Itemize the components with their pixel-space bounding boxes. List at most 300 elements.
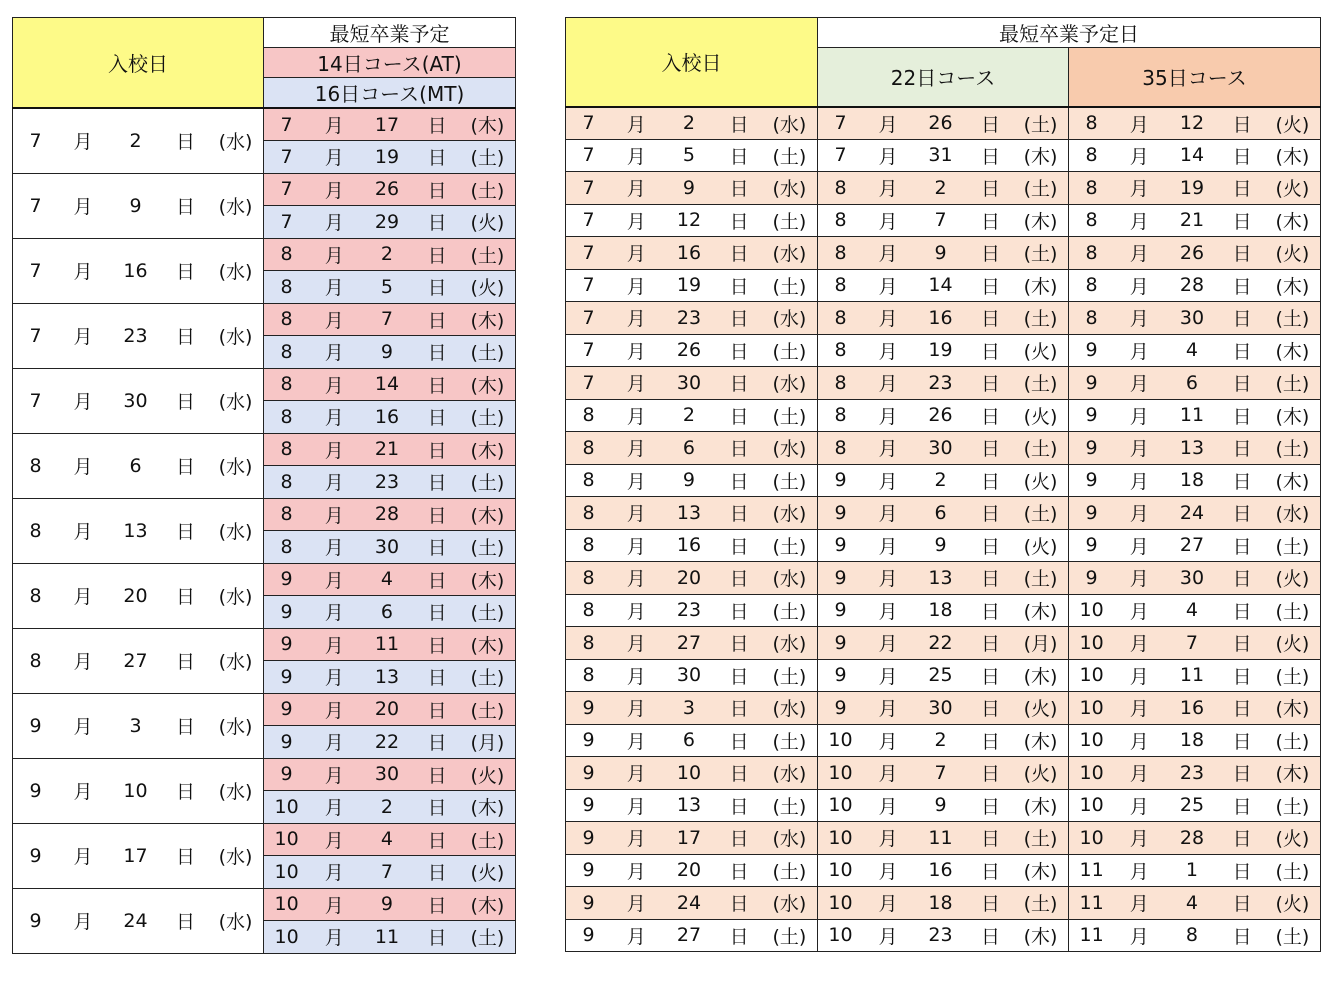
- date-value: [1069, 660, 1320, 692]
- month-label: 月: [878, 828, 898, 851]
- month-number: 7: [29, 259, 42, 282]
- day-label: 日: [729, 535, 749, 558]
- month-label: 月: [878, 600, 898, 623]
- day-label: 日: [980, 113, 1000, 136]
- day-number: 13: [928, 566, 953, 589]
- month-number: 8: [582, 566, 595, 589]
- date-value: [264, 401, 515, 433]
- course35-date-cell: [1069, 789, 1321, 822]
- entry-date-cell: [566, 139, 818, 172]
- table-row: [566, 432, 1321, 465]
- day-number: 23: [676, 599, 702, 622]
- entry-date-cell: [566, 724, 818, 757]
- weekday: (土): [1275, 665, 1310, 688]
- month-label: 月: [73, 131, 93, 154]
- month-number: 8: [834, 339, 847, 362]
- day-number: 5: [682, 144, 696, 167]
- day-number: 28: [1179, 274, 1205, 297]
- day-label: 日: [729, 308, 749, 331]
- day-number: 20: [676, 859, 702, 882]
- date-value: [566, 205, 817, 237]
- day-number: 23: [928, 371, 953, 394]
- weekday: (火): [1023, 405, 1058, 428]
- month-number: 7: [582, 306, 595, 329]
- date-value: [13, 889, 263, 953]
- day-number: 19: [374, 145, 400, 168]
- course35-date-cell: [1069, 464, 1321, 497]
- month-label: 月: [324, 504, 344, 527]
- month-number: 9: [280, 665, 293, 688]
- day-label: 日: [1232, 600, 1252, 623]
- weekday: (火): [1023, 470, 1058, 493]
- course35-date-cell: [1069, 139, 1321, 172]
- date-value: [1069, 270, 1320, 302]
- weekday: (水): [218, 521, 253, 543]
- day-number: 14: [928, 274, 953, 297]
- mt-date-cell: [264, 206, 516, 239]
- date-value: [1069, 205, 1320, 237]
- entry-date-cell: [566, 107, 818, 140]
- date-value: [818, 530, 1068, 562]
- course35-date-cell: [1069, 529, 1321, 562]
- entry-date-cell: [566, 204, 818, 237]
- date-value: [1069, 237, 1320, 269]
- weekday: (木): [470, 569, 505, 592]
- month-label: 月: [1129, 113, 1149, 136]
- day-label: 日: [980, 178, 1000, 201]
- day-number: 2: [129, 129, 142, 152]
- month-number: 9: [29, 909, 42, 932]
- month-label: 月: [324, 537, 344, 560]
- weekday: (水): [772, 568, 807, 591]
- month-number: 8: [280, 405, 293, 428]
- entry-date-cell: [566, 464, 818, 497]
- course35-date-cell: [1069, 854, 1321, 887]
- weekday: (火): [470, 862, 505, 885]
- day-label: 日: [175, 326, 195, 348]
- day-number: 26: [928, 112, 953, 134]
- month-number: 8: [280, 438, 293, 461]
- date-value: [566, 302, 817, 334]
- day-number: 19: [928, 339, 953, 362]
- month-number: 9: [1085, 566, 1098, 589]
- day-number: 11: [928, 826, 953, 849]
- weekday: (土): [772, 600, 807, 623]
- mt-date-cell: [264, 791, 516, 824]
- date-value: [818, 562, 1068, 594]
- day-label: 日: [427, 764, 447, 787]
- table-row: [566, 854, 1321, 887]
- day-label: 日: [980, 438, 1000, 461]
- month-number: 10: [1079, 729, 1104, 752]
- day-label: 日: [1232, 503, 1252, 526]
- date-value: [1069, 465, 1320, 497]
- right-grad-header: 最短卒業予定日: [818, 18, 1321, 48]
- day-label: 日: [729, 243, 749, 266]
- weekday: (木): [470, 504, 505, 527]
- course35-date-cell: [1069, 562, 1321, 595]
- date-value: [818, 205, 1068, 237]
- day-label: 日: [980, 243, 1000, 266]
- month-number: 9: [582, 924, 595, 947]
- date-value: [264, 694, 515, 726]
- month-label: 月: [878, 178, 898, 201]
- day-label: 日: [729, 633, 749, 656]
- date-value: [1069, 627, 1320, 659]
- month-label: 月: [324, 569, 344, 592]
- weekday: (水): [218, 261, 253, 283]
- month-label: 月: [626, 405, 646, 428]
- date-value: [818, 595, 1068, 627]
- month-number: 8: [582, 436, 595, 459]
- day-number: 21: [374, 438, 400, 461]
- day-label: 日: [427, 537, 447, 560]
- day-label: 日: [1232, 568, 1252, 591]
- day-number: 3: [129, 714, 142, 737]
- date-value: [264, 174, 515, 206]
- at-date-cell: [264, 693, 516, 726]
- weekday: (土): [772, 340, 807, 363]
- month-number: 10: [828, 826, 853, 849]
- month-label: 月: [1129, 243, 1149, 266]
- weekday: (火): [1275, 828, 1310, 851]
- weekday: (土): [1275, 860, 1310, 883]
- date-value: [566, 562, 817, 594]
- table-row: [566, 204, 1321, 237]
- entry-date-cell: [566, 887, 818, 920]
- day-label: 日: [175, 846, 195, 868]
- month-number: 9: [834, 696, 847, 719]
- day-label: 日: [980, 665, 1000, 688]
- date-value: [13, 434, 263, 498]
- day-number: 13: [676, 501, 702, 524]
- day-label: 日: [427, 179, 447, 202]
- month-number: 7: [582, 274, 595, 297]
- month-label: 月: [324, 407, 344, 430]
- weekday: (土): [772, 405, 807, 428]
- day-number: 28: [374, 503, 400, 526]
- date-value: [264, 304, 515, 336]
- day-number: 2: [934, 176, 947, 199]
- month-label: 月: [878, 633, 898, 656]
- day-number: 18: [1179, 729, 1205, 752]
- day-label: 日: [1232, 113, 1252, 136]
- month-number: 9: [1085, 339, 1098, 362]
- right-22day-header: 22日コース: [818, 48, 1069, 107]
- at-date-cell: [264, 628, 516, 661]
- day-label: 日: [1232, 243, 1252, 266]
- day-number: 7: [934, 209, 947, 232]
- month-number: 8: [29, 519, 42, 542]
- month-number: 10: [1079, 599, 1104, 622]
- weekday: (水): [772, 698, 807, 721]
- month-label: 月: [626, 340, 646, 363]
- month-label: 月: [626, 178, 646, 201]
- date-value: [566, 887, 817, 919]
- course35-date-cell: [1069, 237, 1321, 270]
- day-number: 17: [676, 826, 702, 849]
- course35-date-cell: [1069, 659, 1321, 692]
- day-number: 16: [928, 859, 953, 882]
- month-number: 7: [280, 210, 293, 233]
- weekday: (土): [772, 795, 807, 818]
- day-number: 30: [1179, 306, 1205, 329]
- day-label: 日: [980, 633, 1000, 656]
- month-number: 8: [582, 501, 595, 524]
- date-value: [13, 109, 263, 173]
- day-label: 日: [729, 568, 749, 591]
- weekday: (木): [1023, 275, 1058, 298]
- month-label: 月: [626, 438, 646, 461]
- date-value: [264, 271, 515, 303]
- month-number: 8: [834, 274, 847, 297]
- day-label: 日: [729, 763, 749, 786]
- weekday: (土): [470, 927, 505, 950]
- day-number: 27: [123, 649, 148, 672]
- mt-date-cell: [264, 336, 516, 369]
- day-number: 16: [374, 405, 400, 428]
- month-number: 10: [828, 924, 853, 947]
- course22-date-cell: [818, 367, 1069, 400]
- day-label: 日: [980, 145, 1000, 168]
- month-number: 9: [280, 763, 293, 786]
- day-number: 14: [1179, 144, 1205, 167]
- table-row: [13, 628, 516, 661]
- day-number: 30: [928, 696, 953, 719]
- day-number: 9: [934, 534, 947, 557]
- weekday: (水): [772, 763, 807, 786]
- weekday: (火): [1023, 763, 1058, 786]
- day-number: 26: [1179, 241, 1205, 264]
- day-number: 30: [123, 389, 148, 412]
- day-number: 26: [928, 404, 953, 427]
- day-label: 日: [980, 535, 1000, 558]
- day-label: 日: [427, 602, 447, 625]
- course22-date-cell: [818, 204, 1069, 237]
- weekday: (水): [772, 308, 807, 331]
- date-value: [1069, 530, 1320, 562]
- month-label: 月: [1129, 665, 1149, 688]
- mt-date-cell: [264, 466, 516, 499]
- mt-date-cell: [264, 921, 516, 954]
- date-value: [818, 497, 1068, 529]
- date-value: [264, 239, 515, 271]
- weekday: (土): [1023, 568, 1058, 591]
- weekday: (土): [772, 145, 807, 168]
- date-value: [818, 725, 1068, 757]
- day-number: 9: [682, 469, 696, 492]
- weekday: (土): [470, 472, 505, 495]
- month-label: 月: [878, 730, 898, 753]
- weekday: (土): [1275, 600, 1310, 623]
- month-number: 7: [280, 145, 293, 168]
- day-label: 日: [980, 308, 1000, 331]
- weekday: (木): [1275, 405, 1310, 428]
- day-number: 20: [123, 584, 148, 607]
- date-value: [264, 434, 515, 466]
- date-value: [264, 369, 515, 401]
- day-label: 日: [1232, 828, 1252, 851]
- month-number: 9: [834, 501, 847, 524]
- mt-date-cell: [264, 596, 516, 629]
- weekday: (木): [470, 634, 505, 657]
- month-label: 月: [878, 243, 898, 266]
- month-number: 8: [834, 241, 847, 264]
- mt-date-cell: [264, 856, 516, 889]
- month-label: 月: [324, 374, 344, 397]
- weekday: (土): [1023, 113, 1058, 136]
- date-value: [818, 270, 1068, 302]
- date-value: [818, 692, 1068, 724]
- day-number: 9: [934, 794, 947, 817]
- day-label: 日: [427, 927, 447, 950]
- date-value: [566, 108, 817, 139]
- day-label: 日: [1232, 925, 1252, 948]
- day-number: 22: [374, 730, 400, 753]
- date-value: [566, 920, 817, 952]
- entry-date-cell: [13, 628, 264, 693]
- day-number: 30: [1179, 566, 1205, 589]
- day-number: 27: [676, 924, 702, 947]
- day-number: 30: [374, 763, 400, 786]
- day-label: 日: [175, 651, 195, 673]
- day-number: 28: [1179, 826, 1205, 849]
- course35-date-cell: [1069, 204, 1321, 237]
- table-row: [566, 172, 1321, 205]
- entry-date-cell: [566, 399, 818, 432]
- weekday: (月): [1023, 633, 1058, 656]
- day-label: 日: [980, 373, 1000, 396]
- entry-date-cell: [566, 757, 818, 790]
- weekday: (火): [1275, 113, 1310, 136]
- month-number: 9: [280, 600, 293, 623]
- month-number: 10: [274, 828, 299, 851]
- course22-date-cell: [818, 887, 1069, 920]
- day-label: 日: [729, 470, 749, 493]
- month-label: 月: [626, 145, 646, 168]
- month-number: 8: [582, 534, 595, 557]
- month-label: 月: [626, 210, 646, 233]
- month-label: 月: [626, 828, 646, 851]
- month-number: 9: [834, 534, 847, 557]
- month-label: 月: [1129, 340, 1149, 363]
- month-label: 月: [1129, 438, 1149, 461]
- day-number: 11: [374, 633, 400, 656]
- day-number: 29: [374, 210, 400, 233]
- course35-date-cell: [1069, 367, 1321, 400]
- day-number: 18: [1179, 469, 1205, 492]
- day-number: 30: [928, 436, 953, 459]
- weekday: (水): [218, 781, 253, 803]
- date-value: [1069, 172, 1320, 204]
- day-number: 23: [676, 306, 702, 329]
- day-number: 7: [1185, 631, 1199, 654]
- day-label: 日: [427, 667, 447, 690]
- month-label: 月: [878, 568, 898, 591]
- day-number: 7: [380, 308, 394, 331]
- date-value: [566, 822, 817, 854]
- date-value: [818, 822, 1068, 854]
- month-label: 月: [73, 456, 93, 478]
- month-label: 月: [1129, 373, 1149, 396]
- day-label: 日: [729, 405, 749, 428]
- left-entry-header: 入校日: [13, 18, 264, 109]
- weekday: (水): [218, 651, 253, 673]
- date-value: [818, 465, 1068, 497]
- day-number: 27: [1179, 534, 1205, 557]
- month-label: 月: [324, 342, 344, 365]
- day-label: 日: [729, 860, 749, 883]
- day-number: 4: [380, 828, 394, 851]
- day-label: 日: [1232, 405, 1252, 428]
- table-row: [13, 368, 516, 401]
- month-number: 8: [29, 649, 42, 672]
- day-number: 23: [1179, 761, 1205, 784]
- day-number: 9: [380, 893, 394, 916]
- day-number: 11: [1179, 664, 1205, 687]
- day-label: 日: [729, 925, 749, 948]
- day-label: 日: [980, 698, 1000, 721]
- course22-date-cell: [818, 334, 1069, 367]
- date-value: [264, 596, 515, 628]
- date-value: [13, 564, 263, 628]
- month-label: 月: [324, 927, 344, 950]
- month-label: 月: [626, 308, 646, 331]
- month-label: 月: [324, 797, 344, 820]
- month-label: 月: [1129, 210, 1149, 233]
- day-label: 日: [427, 699, 447, 722]
- day-label: 日: [427, 569, 447, 592]
- table-row: [566, 627, 1321, 660]
- weekday: (水): [772, 113, 807, 136]
- month-label: 月: [878, 113, 898, 136]
- left-at-header: 14日コース(AT): [264, 48, 516, 78]
- day-label: 日: [980, 568, 1000, 591]
- day-label: 日: [427, 115, 447, 137]
- month-number: 9: [280, 633, 293, 656]
- month-number: 9: [1085, 436, 1098, 459]
- date-value: [818, 887, 1068, 919]
- month-label: 月: [324, 732, 344, 755]
- course22-date-cell: [818, 724, 1069, 757]
- month-number: 7: [29, 129, 42, 152]
- day-label: 日: [175, 911, 195, 933]
- entry-date-cell: [13, 693, 264, 758]
- weekday: (土): [1275, 373, 1310, 396]
- day-number: 9: [380, 340, 394, 363]
- date-value: [13, 759, 263, 823]
- date-value: [1069, 432, 1320, 464]
- day-label: 日: [1232, 535, 1252, 558]
- weekday: (土): [470, 537, 505, 560]
- weekday: (木): [470, 797, 505, 820]
- month-label: 月: [1129, 503, 1149, 526]
- day-number: 21: [1179, 209, 1205, 232]
- month-label: 月: [324, 634, 344, 657]
- day-label: 日: [729, 178, 749, 201]
- entry-date-cell: [566, 789, 818, 822]
- date-value: [566, 497, 817, 529]
- weekday: (水): [772, 633, 807, 656]
- date-value: [13, 239, 263, 303]
- course22-date-cell: [818, 464, 1069, 497]
- date-value: [818, 920, 1068, 952]
- day-number: 16: [1179, 696, 1205, 719]
- day-label: 日: [427, 797, 447, 820]
- table-row: [566, 529, 1321, 562]
- weekday: (水): [218, 131, 253, 154]
- date-value: [818, 790, 1068, 822]
